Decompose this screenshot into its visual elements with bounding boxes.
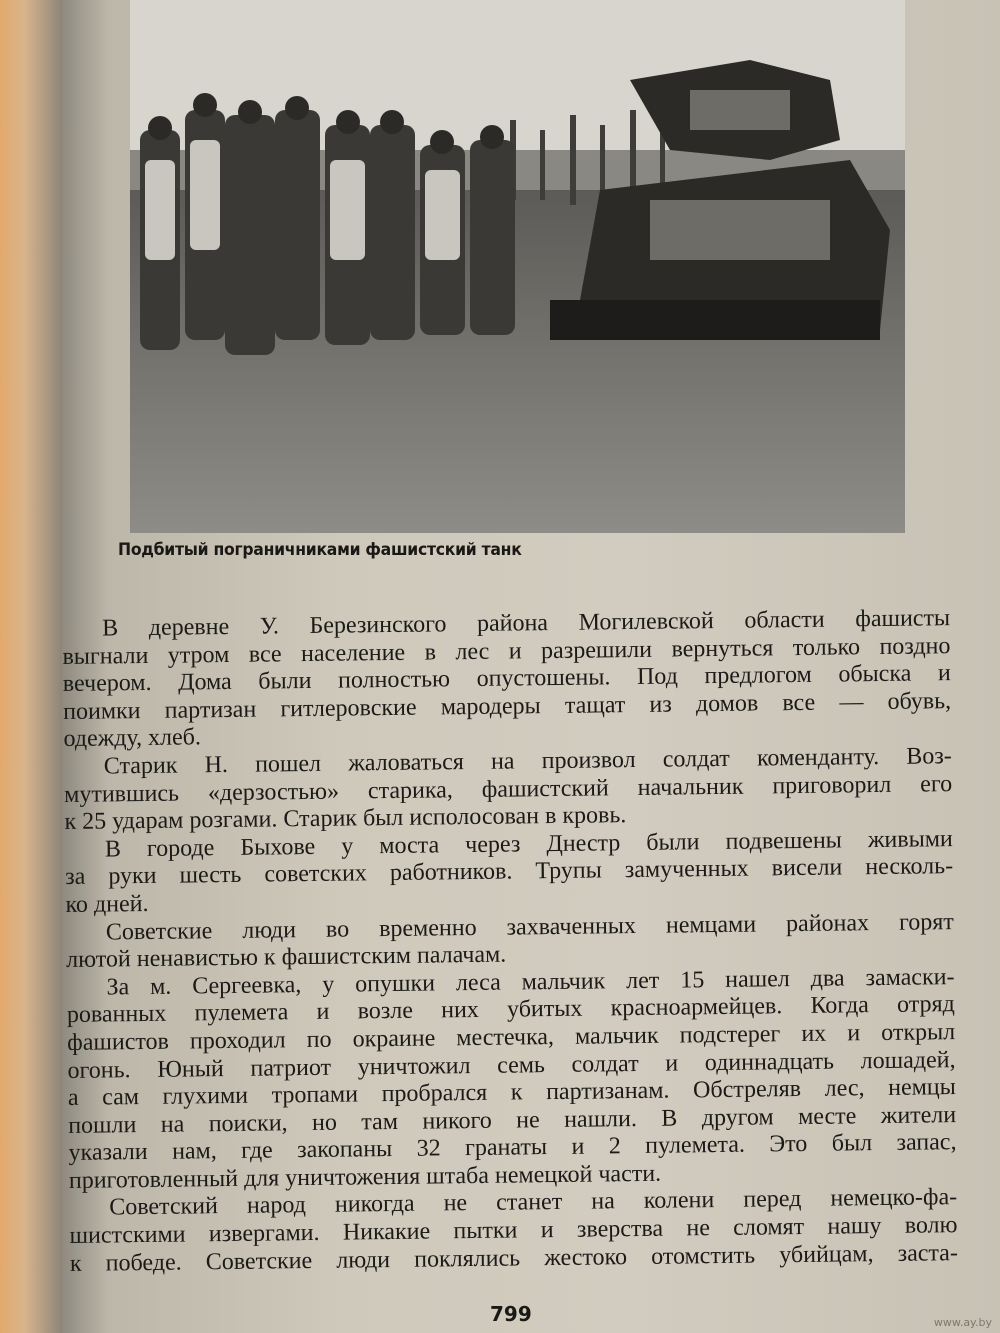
text-line: огонь. Юный патриот уничтожил семь солдат и одиннадцать лошадей, [67,1046,956,1084]
text-line: вечером. Дома были полностью опустошены. Под предлогом обыска и [62,660,951,698]
text-line: Старик Н. пошел жаловаться на произвол солдат коменданту. Воз- [103,743,952,780]
text-line: поимки партизан гитлеровские мародеры тащат из домов все — обувь, [63,687,952,725]
text-line: ко дней. [65,890,149,918]
text-line: В городе Быхове у моста через Днестр были подвешены живыми [104,825,953,863]
text-line: одежду, хлеб. [63,724,202,753]
text-line: шистскими извергами. Никакие пытки и зверства не сломят нашу волю [69,1212,958,1250]
text-line: приготовленный для уничтожения штаба немецкой части. [68,1160,662,1194]
text-line: В деревне У. Березинского района Могилевской области фашисты [101,605,951,642]
book-page [62,0,1000,1333]
text-line: фашистов проходил по окраине местечка, мальчик подстерег их и открыл [67,1019,956,1056]
watermark: www.ay.by [933,1316,992,1329]
text-line: Советский народ никогда не станет на колени перед немецко-фа- [109,1184,958,1221]
text-line: пошли на поиски, но там никого не нашли. В другом месте жители [68,1101,957,1139]
page-number: 799 [490,1302,532,1326]
text-line: рованных пулемета и возле них убитых красноармейцев. Когда отряд [66,991,955,1029]
text-line: за руки шесть советских работников. Трупы замученных висели несколь- [65,853,954,891]
text-line: к победе. Советские люди поклялись жестоко отомстить убийцам, заста- [69,1239,959,1277]
figure-caption: Подбитый пограничниками фашистский танк [118,540,522,560]
text-line: а сам глухими тропами пробрался к партизанам. Обстреляв лес, немцы [67,1074,956,1112]
body-text [62,605,958,1278]
text-line: к 25 ударам розгами. Старик был исполосован в кровь. [64,802,627,836]
text-line: мутившись «дерзостью» старика, фашистский начальник приговорил его [64,770,953,808]
text-line: Советские люди во временно захваченных немцами районах горят [105,908,954,946]
text-line: указали нам, где закопаны 32 гранаты и 2 пулемета. Это был запас, [68,1129,957,1167]
book-gutter [0,0,62,1333]
tank-photo-illustration [130,0,905,533]
photograph [130,0,905,533]
text-line: выгнали утром все население в лес и разрешили вернуться только поздно [62,632,951,670]
text-line: лютой ненавистью к фашистским палачам. [66,941,507,974]
text-line: За м. Сергеевка, у опушки леса мальчик лет 15 нашел два замаски- [106,963,955,1001]
